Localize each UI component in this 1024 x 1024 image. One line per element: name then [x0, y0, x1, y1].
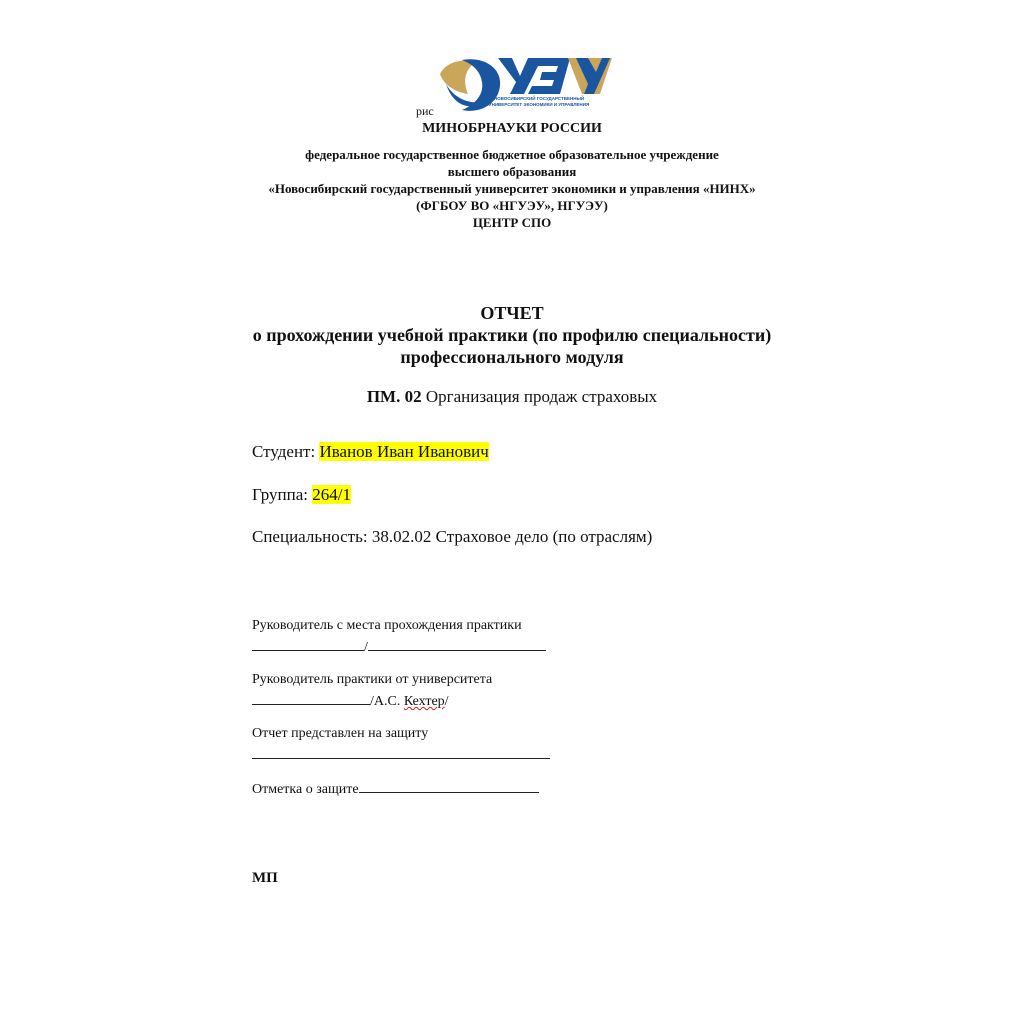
- university-signature-line[interactable]: [252, 690, 370, 705]
- institution-line-4: (ФГБОУ ВО «НГУЭУ», НГУЭУ): [416, 198, 608, 213]
- submitted-label: Отчет представлен на защиту: [252, 726, 429, 741]
- defense-mark-line[interactable]: [359, 778, 539, 793]
- university-logo: [432, 54, 612, 116]
- institution-line-1: федеральное государственное бюджетное образовательное учреждение: [305, 147, 719, 162]
- specialty-label: Специальность:: [252, 527, 372, 546]
- institution-line-3: «Новосибирский государственный университет экономики и управления «НИНХ»: [268, 181, 756, 196]
- title-line-2: о прохождении учебной практики (по профилю специальности): [252, 325, 772, 345]
- title-line-3: профессионального модуля: [400, 347, 624, 367]
- stamp-label: МП: [252, 870, 278, 886]
- logo-caption-line2: УНИВЕРСИТЕТ ЭКОНОМИКИ И УПРАВЛЕНИЯ: [488, 102, 590, 107]
- group-field: [252, 485, 351, 505]
- group-value[interactable]: 264/1: [312, 485, 351, 504]
- module-code: ПМ. 02: [366, 387, 422, 406]
- module-line: [0, 387, 1024, 407]
- ministry-heading: МИНОБРНАУКИ РОССИИ: [422, 121, 602, 136]
- university-supervisor-block: [252, 670, 492, 712]
- logo-caption-line1: НОВОСИБИРСКИЙ ГОСУДАРСТВЕННЫЙ: [493, 96, 585, 101]
- supervisor-surname: Кехтер: [403, 694, 445, 709]
- ris-label: рис: [416, 104, 434, 118]
- institution-line-5: ЦЕНТР СПО: [472, 215, 552, 230]
- site-signature-line[interactable]: [252, 636, 364, 651]
- site-supervisor-block: [252, 616, 546, 658]
- specialty-value: 38.02.02 Страховое дело (по отраслям): [371, 527, 653, 546]
- student-label: Студент:: [252, 442, 320, 461]
- submitted-line[interactable]: [252, 744, 550, 759]
- institution-line-2: высшего образования: [447, 164, 577, 179]
- report-title: [0, 302, 1024, 368]
- student-field: [252, 442, 489, 462]
- university-supervisor-label: Руководитель практики от университета: [252, 672, 493, 687]
- site-supervisor-label: Руководитель с места прохождения практики: [252, 618, 522, 633]
- institution-block: [0, 146, 1024, 231]
- defense-mark-label: Отметка о защите: [252, 782, 359, 797]
- specialty-field: [252, 527, 652, 547]
- slash: /: [364, 640, 368, 655]
- supervisor-initials: /А.С.: [370, 694, 404, 709]
- site-name-line[interactable]: [368, 636, 546, 651]
- slash: /: [444, 694, 449, 709]
- module-name: Организация продаж страховых: [421, 387, 658, 406]
- submitted-block: [252, 724, 550, 766]
- student-value[interactable]: Иванов Иван Иванович: [319, 442, 489, 461]
- defense-mark-block: [252, 778, 539, 800]
- title-line-1: ОТЧЕТ: [480, 303, 544, 323]
- group-label: Группа:: [252, 485, 313, 504]
